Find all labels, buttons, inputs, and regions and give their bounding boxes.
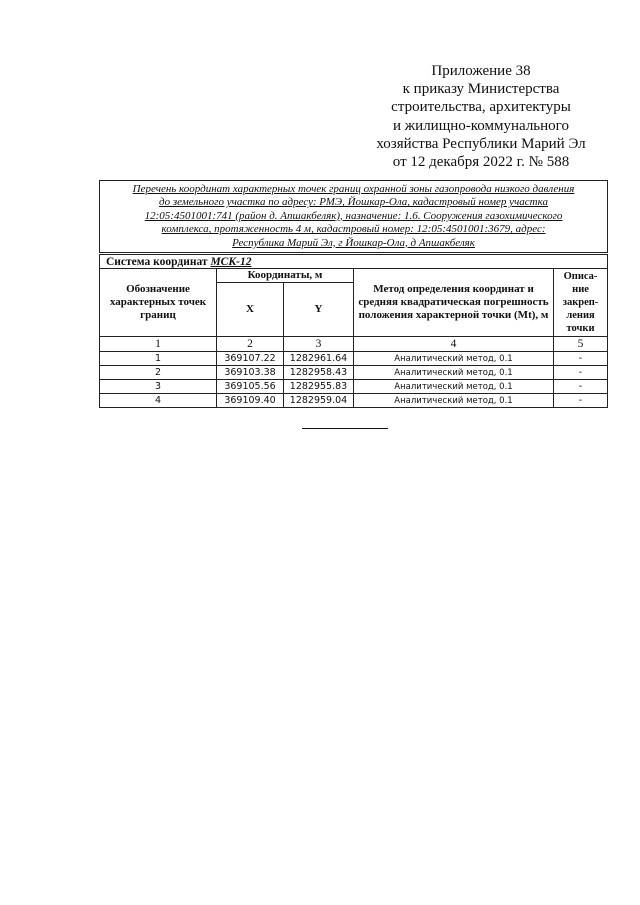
cell-y: 1282958.43: [284, 366, 354, 380]
system-row: [100, 254, 608, 269]
desc-line: Описа-: [563, 271, 598, 283]
coordinates-table: [99, 180, 608, 408]
cell-y: 1282955.83: [284, 380, 354, 394]
column-number: 1: [100, 337, 217, 352]
header-line: от 12 декабря 2022 г. № 588: [392, 154, 570, 171]
header-y: Y: [284, 283, 354, 337]
header-x: X: [217, 283, 284, 337]
header-line: и жилищно-коммунального: [393, 117, 569, 134]
column-number: 5: [554, 337, 608, 352]
table-row: [100, 352, 608, 366]
header-line: Приложение 38: [431, 63, 531, 79]
appendix-header: [360, 62, 602, 171]
title-line: Республика Марий Эл, г Йошкар-Ола, д Апшакбеляк: [232, 236, 475, 249]
column-number: 2: [217, 337, 284, 352]
cell-x: 369105.56: [217, 380, 284, 394]
closing-rule: [302, 428, 388, 429]
header-point: Обозначение характерных точек границ: [100, 269, 217, 337]
desc-line: ние: [572, 284, 589, 296]
title-line: 12:05:4501001:741 (район д. Апшакбеляк), назначение: 1.6. Сооружения газохимического: [144, 209, 563, 222]
title-line: Перечень координат характерных точек границ охранной зоны газопровода низкого давления: [132, 183, 575, 195]
column-number-row: [100, 337, 608, 352]
coordinate-system: [100, 254, 608, 269]
table-title: [100, 181, 608, 254]
table-row: [100, 366, 608, 380]
header-coords: Координаты, м: [217, 269, 354, 283]
title-line: комплекса, протяженность 4 м, кадастровый номер: 12:05:4501001:3679, адрес:: [161, 223, 546, 236]
cell-description: -: [554, 394, 608, 408]
cell-x: 369103.38: [217, 366, 284, 380]
cell-method: Аналитический метод, 0.1: [354, 352, 554, 366]
system-label: Система координат: [106, 255, 208, 268]
cell-description: -: [554, 380, 608, 394]
cell-y: 1282959.04: [284, 394, 354, 408]
desc-line: закреп-: [562, 297, 599, 309]
cell-method: Аналитический метод, 0.1: [354, 366, 554, 380]
cell-method: Аналитический метод, 0.1: [354, 380, 554, 394]
cell-x: 369107.22: [217, 352, 284, 366]
title-line: до земельного участка по адресу: РМЭ, Йошкар-Ола, кадастровый номер участка: [159, 196, 548, 209]
column-number: 3: [284, 337, 354, 352]
cell-x: 369109.40: [217, 394, 284, 408]
header-line: к приказу Министерства: [402, 81, 560, 98]
cell-point: 1: [100, 352, 217, 366]
cell-point: 4: [100, 394, 217, 408]
desc-line: точки: [566, 323, 595, 335]
header-line: строительства, архитектуры: [391, 99, 571, 116]
cell-point: 2: [100, 366, 217, 380]
table-row: [100, 380, 608, 394]
column-number: 4: [354, 337, 554, 352]
cell-point: 3: [100, 380, 217, 394]
header-line: хозяйства Республики Марий Эл: [376, 135, 586, 152]
header-method: Метод определения координат и средняя квадратическая погрешность положения характерной точки (Mt), м: [354, 269, 554, 337]
header-row-1: [100, 269, 608, 283]
header-description: [554, 269, 608, 337]
desc-line: ления: [566, 310, 595, 322]
table-row: [100, 394, 608, 408]
table-title-row: [100, 181, 608, 254]
system-value: МСК-12: [210, 255, 252, 268]
cell-description: -: [554, 366, 608, 380]
cell-description: -: [554, 352, 608, 366]
cell-method: Аналитический метод, 0.1: [354, 394, 554, 408]
cell-y: 1282961.64: [284, 352, 354, 366]
